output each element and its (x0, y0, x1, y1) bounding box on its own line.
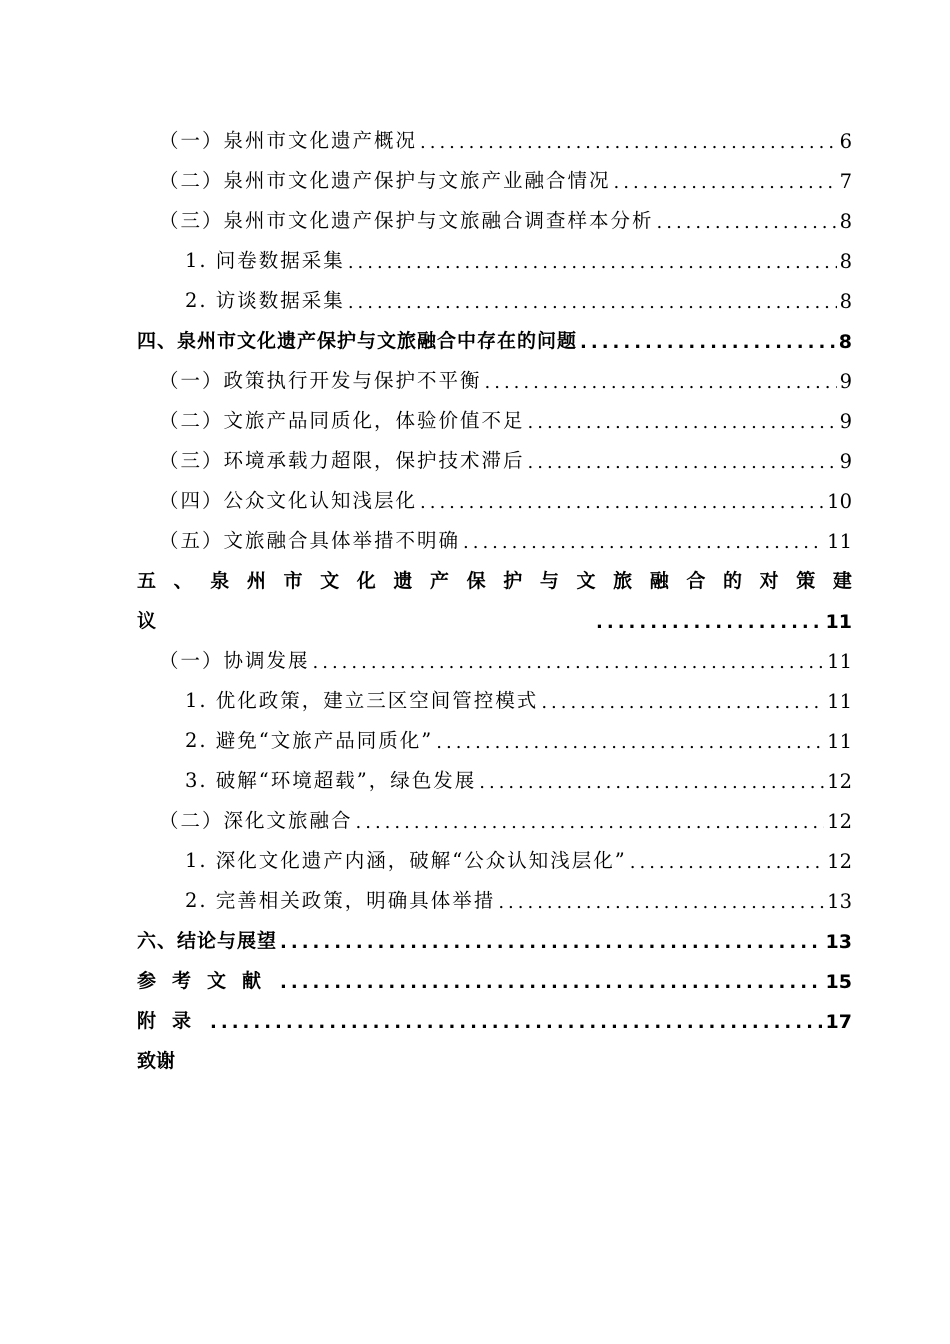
title-char: 遗 (393, 570, 413, 592)
table-of-contents (137, 118, 852, 1078)
toc-page-number: 11 (827, 650, 852, 673)
toc-entry[interactable] (137, 278, 852, 318)
title-char: 州 (246, 570, 266, 592)
toc-page-number: 12 (827, 770, 852, 793)
toc-leader-dots (463, 532, 824, 558)
toc-entry-title: （二）泉州市文化遗产保护与文旅产业融合情况 (159, 169, 611, 192)
toc-entry-title: （二）文旅产品同质化，体验价值不足 (159, 409, 525, 432)
toc-page-number: 10 (827, 490, 852, 513)
toc-entry[interactable] (137, 118, 852, 158)
toc-leader-dots (541, 692, 824, 718)
toc-section-entry[interactable] (137, 318, 852, 358)
toc-entry[interactable] (137, 678, 852, 718)
toc-entry[interactable] (137, 158, 852, 198)
toc-page-number: 8 (839, 250, 852, 273)
toc-entry-title: （一）泉州市文化遗产概况 (159, 129, 418, 152)
toc-entry[interactable] (137, 878, 852, 918)
toc-entry[interactable] (137, 398, 852, 438)
toc-page-number: 8 (838, 331, 852, 353)
toc-entry-title: 六、结论与展望 (137, 930, 278, 952)
toc-entry[interactable] (137, 718, 852, 758)
toc-page-number: 13 (827, 890, 852, 913)
toc-page-number: 12 (827, 850, 852, 873)
title-char: 的 (723, 570, 743, 592)
toc-page-number: 11 (827, 730, 852, 753)
toc-entry-title: 1. 优化政策，建立三区空间管控模式 (185, 689, 539, 712)
toc-page-number: 8 (839, 290, 852, 313)
toc-entry[interactable] (137, 478, 852, 518)
toc-leader-dots (280, 972, 823, 998)
toc-entry-title: 附录 (137, 1010, 208, 1032)
toc-entry[interactable] (137, 518, 852, 558)
title-char: 护 (503, 570, 523, 592)
toc-entry[interactable] (137, 438, 852, 478)
toc-leader-dots (210, 1012, 823, 1038)
toc-entry-title-line1 (137, 558, 852, 598)
toc-entry[interactable] (137, 358, 852, 398)
toc-entry-title: 2. 避免“文旅产品同质化” (185, 729, 434, 752)
toc-leader-dots (420, 492, 824, 518)
title-char: 旅 (613, 570, 633, 592)
title-char: 泉 (210, 570, 230, 592)
title-char: 化 (356, 570, 376, 592)
title-char: 市 (283, 570, 303, 592)
toc-entry-title: （一）协调发展 (159, 649, 310, 672)
toc-entry-title: 四、泉州市文化遗产保护与文旅融合中存在的问题 (137, 330, 578, 352)
toc-leader-dots (657, 212, 837, 238)
toc-entry[interactable] (137, 838, 852, 878)
toc-leader-dots (485, 372, 837, 398)
toc-page-number: 11 (827, 530, 852, 553)
title-char: 合 (686, 570, 706, 592)
title-char: 产 (430, 570, 450, 592)
toc-leader-dots (356, 812, 825, 838)
toc-page-number: 11 (827, 690, 852, 713)
toc-leader-dots (348, 252, 837, 278)
toc-leader-dots (348, 292, 837, 318)
toc-leader-dots (280, 932, 823, 958)
toc-page-number: 17 (825, 1011, 852, 1033)
toc-page-number: 6 (839, 130, 852, 153)
toc-leader-dots (580, 332, 836, 358)
toc-entry-title: 3. 破解“环境超载”，绿色发展 (185, 769, 477, 792)
toc-leader-dots (614, 172, 837, 198)
title-char: 建 (832, 570, 852, 592)
toc-entry-title: （五）文旅融合具体举措不明确 (159, 529, 461, 552)
toc-leader-dots (528, 452, 837, 478)
toc-section-entry[interactable] (137, 998, 852, 1038)
toc-entry[interactable] (137, 798, 852, 838)
title-char: 策 (796, 570, 816, 592)
toc-entry-title: （二）深化文旅融合 (159, 809, 353, 832)
toc-entry-title: （三）环境承载力超限，保护技术滞后 (159, 449, 525, 472)
toc-section-entry[interactable] (137, 918, 852, 958)
toc-leader-dots (436, 732, 824, 758)
toc-entry-title: 1. 问卷数据采集 (185, 249, 345, 272)
title-char: 保 (466, 570, 486, 592)
toc-entry[interactable] (137, 638, 852, 678)
toc-page-number: 11 (825, 611, 852, 633)
toc-page-number: 8 (839, 210, 852, 233)
toc-entry-title: 致谢 (137, 1050, 176, 1072)
toc-entry[interactable] (137, 758, 852, 798)
toc-leader-dots (630, 852, 824, 878)
toc-section-entry[interactable] (137, 958, 852, 998)
title-char: 文 (320, 570, 340, 592)
toc-leader-dots (479, 772, 824, 798)
toc-page-number: 9 (839, 450, 852, 473)
toc-page-number: 9 (839, 410, 852, 433)
toc-page-number: 7 (839, 170, 852, 193)
toc-page-number: 15 (825, 971, 852, 993)
toc-entry-title: 参考文献 (137, 970, 278, 992)
toc-section-entry[interactable] (137, 1038, 852, 1078)
toc-entry-title: 议 (137, 610, 157, 632)
toc-entry-title: 1. 深化文化遗产内涵，破解“公众认知浅层化” (185, 849, 627, 872)
toc-page-number: 12 (827, 810, 852, 833)
toc-page-number: 13 (825, 931, 852, 953)
toc-entry-title: 2. 完善相关政策，明确具体举措 (185, 889, 496, 912)
title-char: 与 (539, 570, 559, 592)
toc-entry-title: （一）政策执行开发与保护不平衡 (159, 369, 482, 392)
title-char: 融 (649, 570, 669, 592)
toc-leader-dots (313, 652, 825, 678)
toc-entry-title-line2 (137, 598, 852, 638)
toc-entry-title: 2. 访谈数据采集 (185, 289, 345, 312)
title-char: 对 (759, 570, 779, 592)
toc-entry[interactable] (137, 198, 852, 238)
toc-page-number: 9 (839, 370, 852, 393)
title-char: 五 (137, 570, 157, 592)
title-char: 、 (173, 570, 193, 592)
toc-leader-dots (420, 132, 837, 158)
toc-entry[interactable] (137, 238, 852, 278)
toc-section-entry-wrapped[interactable] (137, 558, 852, 638)
toc-leader-dots (498, 892, 824, 918)
toc-entry-title: （四）公众文化认知浅层化 (159, 489, 418, 512)
title-char: 文 (576, 570, 596, 592)
toc-leader-dots (596, 612, 823, 638)
toc-entry-title: （三）泉州市文化遗产保护与文旅融合调查样本分析 (159, 209, 654, 232)
toc-leader-dots (528, 412, 837, 438)
